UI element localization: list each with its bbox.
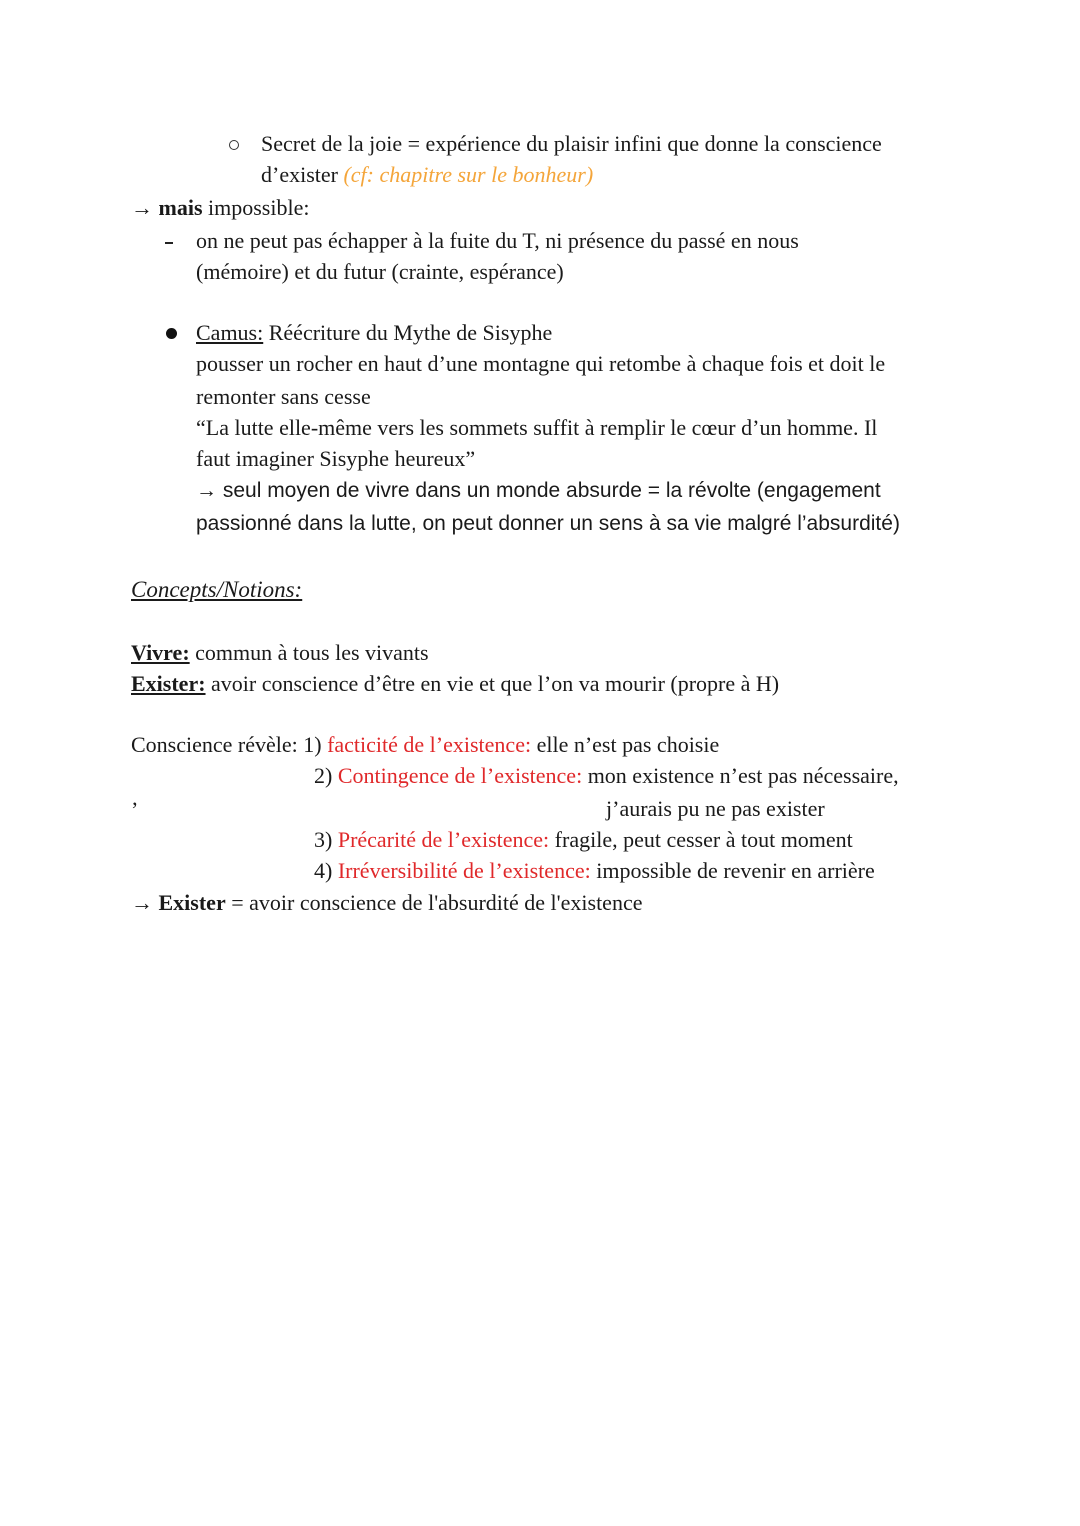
dash-bullet-icon (165, 242, 173, 244)
fuite-line-1: on ne peut pas échapper à la fuite du T, ni présence du passé en nous (196, 228, 799, 253)
camus-line-2: pousser un rocher en haut d’une montagne qui retombe à chaque fois et doit le (196, 351, 886, 376)
stray-mark: ’ (131, 797, 139, 822)
bonheur-reference: (cf: chapitre sur le bonheur) (343, 162, 594, 187)
camus-sans-2: passionné dans la lutte, on peut donner un sens à sa vie malgré l’absurdité) (196, 512, 900, 535)
conscience-item-3: 3) Précarité de l’existence: fragile, peut cesser à tout moment (314, 827, 853, 852)
fuite-line-2: (mémoire) et du futur (crainte, espérance) (196, 259, 564, 284)
camus-sans-1: → seul moyen de vivre dans un monde absurde = la révolte (engagement (196, 479, 881, 502)
mais-line: → mais impossible: (131, 195, 310, 220)
camus-line-3: remonter sans cesse (196, 384, 371, 409)
camus-quote-2: faut imaginer Sisyphe heureux” (196, 446, 476, 471)
camus-quote-1: “La lutte elle-même vers les sommets suffit à remplir le cœur d’un homme. Il (196, 415, 878, 440)
hollow-bullet-icon (229, 140, 239, 150)
joie-line-2: d’exister (cf: chapitre sur le bonheur) (261, 162, 594, 187)
exister-line: Exister: avoir conscience d’être en vie et que l’on va mourir (propre à H) (131, 671, 780, 696)
exister-term: Exister: (131, 671, 206, 696)
conscience-item-1: Conscience révèle: 1) facticité de l’existence: elle n’est pas choisie (131, 732, 720, 757)
conscience-item-2-cont: j’aurais pu ne pas exister (606, 796, 825, 821)
filled-bullet-icon (166, 328, 177, 339)
conscience-item-2: 2) Contingence de l’existence: mon existence n’est pas nécessaire, (314, 763, 899, 788)
conclusion-line: → Exister = avoir conscience de l'absurdité de l'existence (131, 890, 643, 915)
camus-name: Camus: (196, 320, 264, 345)
conscience-item-4: 4) Irréversibilité de l’existence: impossible de revenir en arrière (314, 858, 875, 883)
vivre-line: Vivre: commun à tous les vivants (131, 640, 429, 665)
camus-line-1: Camus: Réécriture du Mythe de Sisyphe (196, 320, 553, 345)
vivre-term: Vivre: (131, 640, 190, 665)
concepts-heading: Concepts/Notions: (131, 577, 303, 602)
joie-line-1: Secret de la joie = expérience du plaisir infini que donne la conscience (261, 131, 882, 156)
